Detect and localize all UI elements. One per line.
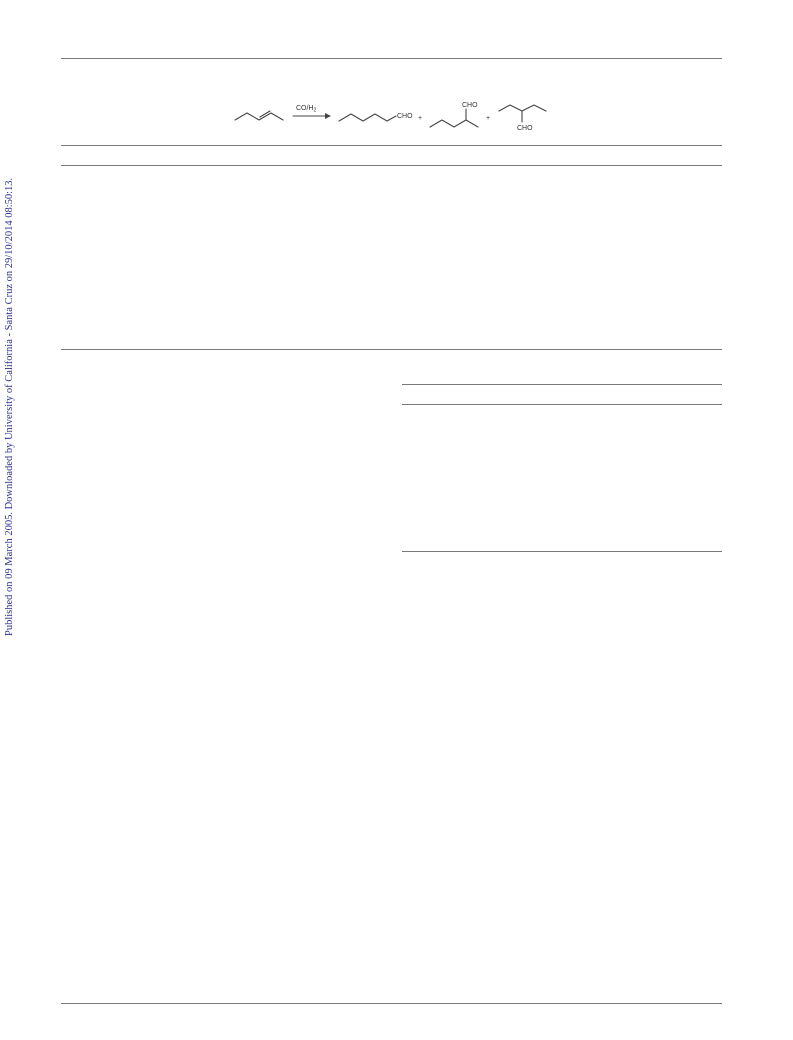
page-top-rule: [61, 58, 722, 59]
plus-sign-1: +: [418, 115, 423, 122]
reagent-label: $CO/H_2$: [296, 105, 317, 114]
table-2-header-rule: [402, 404, 722, 405]
product-2-cho: CHO: [462, 102, 478, 109]
table-1-header-rule: [61, 165, 722, 166]
reaction-scheme: [225, 95, 555, 140]
table-1-top-rule: [61, 145, 722, 146]
product-2-chain: [430, 120, 478, 127]
sidebar-strip: [0, 0, 28, 1040]
product-1-chain: [339, 114, 396, 121]
table-2-bottom-rule: [402, 551, 722, 552]
page-footer-rule: [61, 1003, 722, 1004]
published-note-link[interactable]: Published on 09 March 2005. Downloaded by University of California - Santa Cruz on 29/10/2014 08:50:13.: [4, 177, 15, 636]
product-3-cho: CHO: [517, 125, 533, 132]
product-3-chain: [499, 105, 546, 111]
plus-sign-2: +: [486, 115, 491, 122]
reactant-pentene: [235, 113, 283, 120]
table-1-bottom-rule: [61, 349, 722, 350]
product-1-cho: CHO: [397, 113, 413, 120]
reaction-arrow-head: [325, 113, 331, 119]
table-2-top-rule: [402, 384, 722, 385]
